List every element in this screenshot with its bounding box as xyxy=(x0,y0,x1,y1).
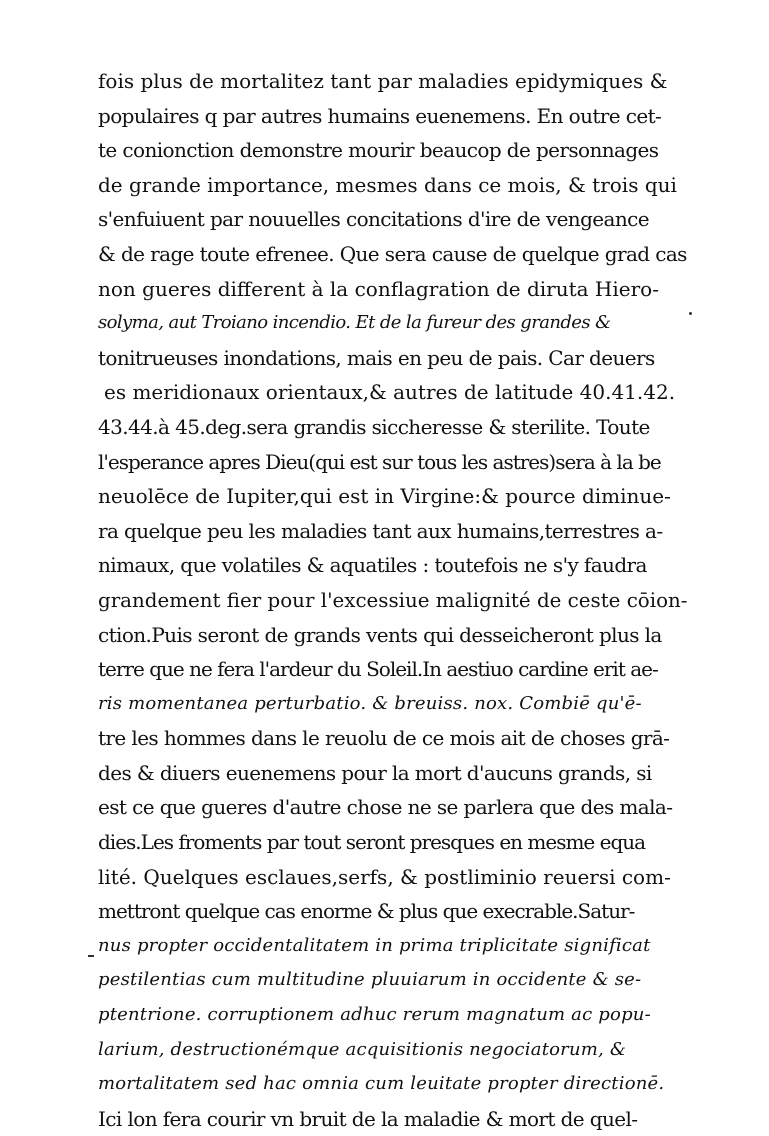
text-line-14: ra quelque peu les maladies tant aux humains,terrestres a- xyxy=(98,518,663,543)
text-line-9: tonitrueuses inondations, mais en peu de pais. Car deuers xyxy=(98,345,655,370)
text-line-23: dies.Les froments par tout seront presques en mesme equa xyxy=(98,830,646,855)
text-line-11: 43.44.à 45.deg.sera grandis siccheresse & sterilite. Toute xyxy=(98,414,650,439)
text-line-8: solyma, aut Troiano incendio. Et de la fureur des grandes & xyxy=(98,312,611,334)
text-line-3: te conionction demonstre mourir beaucop de personnages xyxy=(98,138,659,163)
text-line-16: grandement fier pour l'excessiue malignité de ceste cōion- xyxy=(98,587,688,612)
text-line-19: ris momentanea perturbatio. & breuiss. nox. Combiē qu'ē- xyxy=(98,692,642,714)
text-line-26: nus propter occidentalitatem in prima triplicitate significat xyxy=(98,934,651,956)
text-line-29: larium, destructionémque acquisitionis negociatorum, & xyxy=(98,1038,627,1060)
body-text xyxy=(98,64,688,1136)
text-line-28: ptentrione. corruptionem adhuc rerum magnatum ac popu- xyxy=(98,1004,651,1026)
text-line-1: fois plus de mortalitez tant par maladies epidymiques & xyxy=(98,69,668,93)
text-line-31: Ici lon fera courir vn bruit de la maladie & mort de quel- xyxy=(98,1106,638,1131)
text-line-4: de grande importance, mesmes dans ce mois, & trois qui xyxy=(98,172,677,197)
text-line-22: est ce que gueres d'autre chose ne se parlera que des mala- xyxy=(98,795,673,820)
ink-mark xyxy=(88,955,94,957)
text-line-10: es meridionaux orientaux,& autres de latitude 40.41.42. xyxy=(104,380,676,405)
text-line-7: non gueres different à la conflagration de diruta Hiero- xyxy=(98,276,659,301)
text-line-24: lité. Quelques esclaues,serfs, & postliminio reuersi com- xyxy=(98,864,671,889)
text-line-12: l'esperance apres Dieu(qui est sur tous les astres)sera à la be xyxy=(98,449,661,474)
text-line-13: neuolēce de Iupiter,qui est in Virgine:& pource diminue- xyxy=(98,484,671,509)
text-line-25: mettront quelque cas enorme & plus que execrable.Satur- xyxy=(98,899,635,924)
text-line-21: des & diuers euenemens pour la mort d'aucuns grands, si xyxy=(98,760,652,785)
text-line-30: mortalitatem sed hac omnia cum leuitate propter directionē. xyxy=(98,1073,665,1095)
text-line-2: populaires q par autres humains euenemens. En outre cet- xyxy=(98,103,662,128)
text-line-20: tre les hommes dans le reuolu de ce mois ait de choses grā- xyxy=(98,726,670,751)
text-line-17: ction.Puis seront de grands vents qui desseicheront plus la xyxy=(98,622,662,647)
text-line-15: nimaux, que volatiles & aquatiles : toutefois ne s'y faudra xyxy=(98,553,647,578)
text-line-18: terre que ne fera l'ardeur du Soleil.In aestiuo cardine erit ae- xyxy=(98,657,658,682)
ink-speck xyxy=(689,312,692,315)
text-line-6: & de rage toute efrenee. Que sera cause de quelque grad cas xyxy=(98,241,687,266)
text-line-5: s'enfuiuent par nouuelles concitations d'ire de vengeance xyxy=(98,207,649,232)
text-line-27: pestilentias cum multitudine pluuiarum in occidente & se- xyxy=(98,969,642,991)
